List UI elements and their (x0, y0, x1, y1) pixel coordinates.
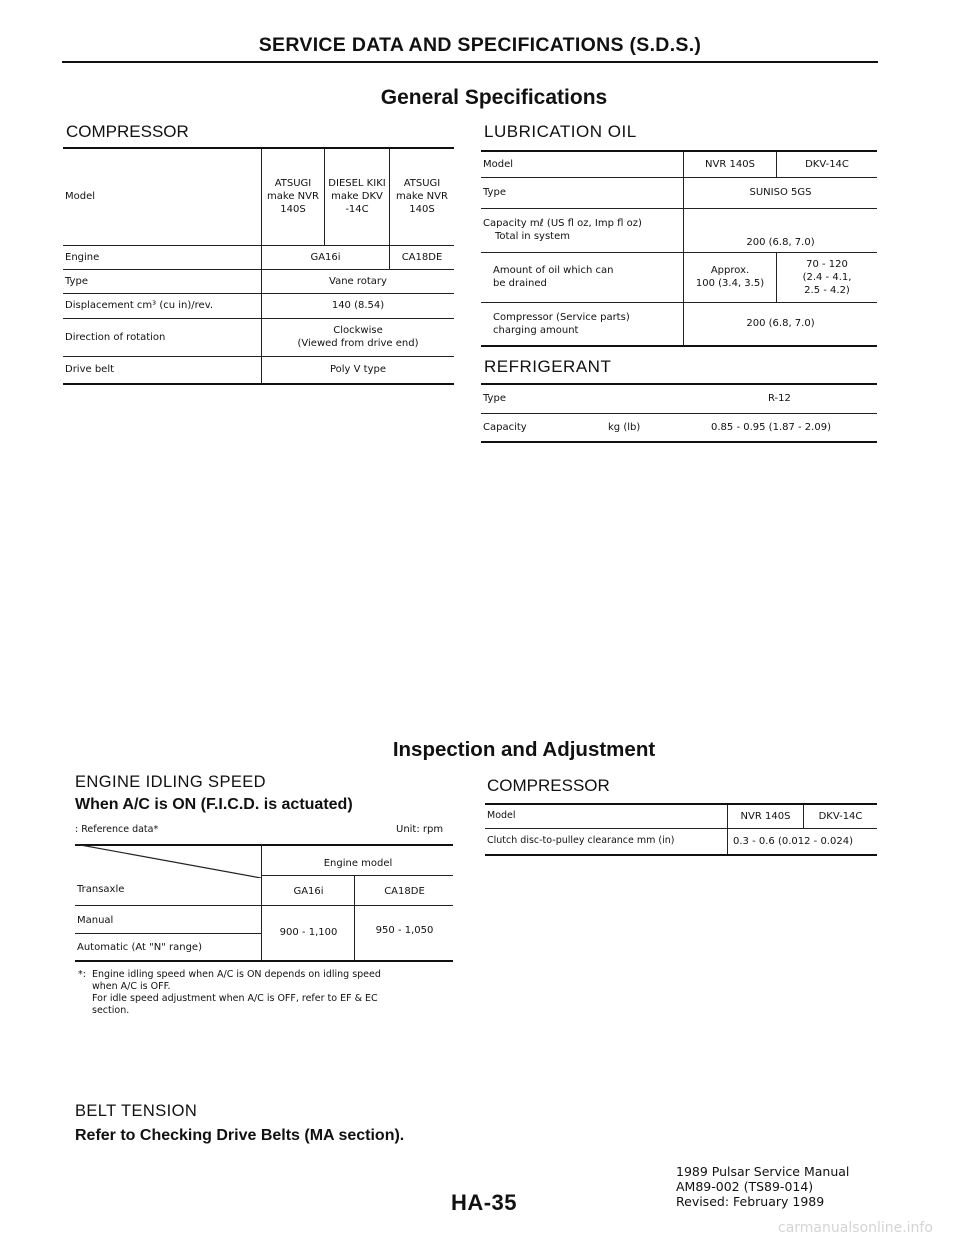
page-number: HA-35 (450, 1190, 518, 1215)
inspection-heading: Inspection and Adjustment (392, 738, 656, 761)
unit-label: Unit: rpm (396, 824, 444, 835)
refrigerant-capacity-unit: kg (lb) (608, 413, 678, 442)
refrigerant-spec-table (481, 383, 877, 443)
drain-value-nvr-line-1: Approx. (710, 265, 750, 276)
drain-value-dkv (777, 252, 878, 302)
drive-belt-label: Drive belt (63, 356, 262, 384)
manual-label: Manual (77, 915, 114, 926)
idling-value-ga16i: 900 - 1,100 (279, 927, 338, 938)
general-specifications-heading: General Specifications (380, 86, 608, 109)
drain-value-nvr (684, 252, 777, 302)
drain-label-line-2: be drained (493, 278, 547, 289)
compressor-section-title: COMPRESSOR (66, 122, 189, 141)
lub-model-nvr: NVR 140S (684, 151, 777, 177)
engine-model-label: Engine model (323, 858, 393, 869)
footnote-line-4: section. (92, 1005, 130, 1016)
engine-ga16i: GA16i (262, 245, 390, 269)
idling-engine-ca18de: CA18DE (384, 886, 425, 897)
lub-type-label: Type (481, 177, 684, 208)
inspection-compressor-title: COMPRESSOR (487, 776, 610, 795)
direction-value-line-2: (Viewed from drive end) (297, 338, 419, 349)
belt-tension-title: BELT TENSION (75, 1102, 198, 1120)
manual-info-line-3: Revised: February 1989 (676, 1194, 825, 1209)
automatic-label: Automatic (At "N" range) (77, 942, 202, 953)
drain-value-dkv-line-1: 70 - 120 (806, 258, 848, 270)
header-rule (62, 61, 878, 63)
idling-engine-ga16i: GA16i (293, 886, 324, 897)
footnote-line-3: For idle speed adjustment when A/C is OFF, refer to EF & EC (92, 993, 378, 1004)
capacity-heading: Capacity mℓ (US fl oz, Imp fl oz) (483, 218, 642, 229)
drain-label-line-1: Amount of oil which can (493, 265, 614, 276)
footnote-line-2: when A/C is OFF. (92, 981, 171, 992)
idling-footnote (78, 969, 458, 1017)
displacement-value: 140 (8.54) (262, 293, 455, 318)
model-diesel-kiki: DIESEL KIKI make DKV -14C (325, 148, 390, 245)
clutch-clearance-table (485, 803, 877, 856)
lub-model-dkv: DKV-14C (777, 151, 878, 177)
belt-tension-text: Refer to Checking Drive Belts (MA section). (75, 1127, 405, 1144)
type-label: Type (63, 269, 262, 293)
reference-note: : Reference data* (75, 824, 159, 835)
direction-value-line-1: Clockwise (333, 325, 383, 336)
transaxle-label: Transaxle (77, 884, 125, 895)
idling-value-ca18de: 950 - 1,050 (375, 925, 434, 936)
service-charge-label (481, 302, 684, 346)
lubrication-section-title: LUBRICATION OIL (484, 122, 637, 141)
service-charge-label-line-1: Compressor (Service parts) (493, 311, 630, 323)
drain-value-dkv-line-2: (2.4 - 4.1, (802, 271, 852, 283)
drain-label (481, 252, 684, 302)
clutch-model-label: Model (487, 810, 516, 822)
refrigerant-section-title: REFRIGERANT (484, 357, 612, 376)
footnote-mark: *: (78, 969, 86, 980)
engine-label: Engine (63, 245, 262, 269)
model-label: Model (65, 191, 96, 203)
model-atsugi-2: ATSUGI make NVR 140S (390, 148, 455, 245)
idling-subtitle: When A/C is ON (F.I.C.D. is actuated) (75, 796, 353, 813)
engine-ca18de: CA18DE (390, 245, 455, 269)
clutch-model-dkv: DKV-14C (804, 804, 878, 828)
watermark: carmanualsonline.info (778, 1220, 933, 1236)
displacement-label: Displacement cm³ (cu in)/rev. (63, 293, 262, 318)
manual-info-line-2: AM89-002 (TS89-014) (676, 1179, 814, 1194)
manual-info-line-1: 1989 Pulsar Service Manual (676, 1164, 850, 1179)
clutch-clearance-value: 0.3 - 0.6 (0.012 - 0.024) (728, 828, 878, 855)
refrigerant-capacity-value: 0.85 - 0.95 (1.87 - 2.09) (678, 413, 877, 442)
model-atsugi-1: ATSUGI make NVR 140S (262, 148, 325, 245)
lub-model-label: Model (483, 158, 514, 170)
lubrication-spec-table (481, 150, 877, 347)
page-title: SERVICE DATA AND SPECIFICATIONS (S.D.S.) (258, 34, 702, 56)
clutch-clearance-label: Clutch disc-to-pulley clearance mm (in) (485, 828, 728, 855)
lub-capacity-label (481, 208, 684, 252)
idling-table (75, 844, 453, 962)
refrigerant-type-value: R-12 (768, 393, 791, 405)
idling-section-title: ENGINE IDLING SPEED (75, 773, 266, 791)
service-charge-value: 200 (6.8, 7.0) (684, 302, 878, 346)
footnote-line-1: Engine idling speed when A/C is ON depends on idling speed (92, 969, 381, 980)
drain-value-nvr-line-2: 100 (3.4, 3.5) (695, 278, 765, 289)
total-in-system-label: Total in system (495, 231, 570, 242)
drain-value-dkv-line-3: 2.5 - 4.2) (804, 284, 850, 296)
compressor-spec-table (63, 147, 454, 385)
clutch-model-nvr: NVR 140S (728, 804, 804, 828)
direction-label: Direction of rotation (63, 318, 262, 356)
service-charge-label-line-2: charging amount (493, 324, 579, 336)
diagonal-header-line (75, 844, 261, 878)
drive-belt-value: Poly V type (262, 356, 455, 384)
refrigerant-capacity-label: Capacity (481, 413, 608, 442)
type-value: Vane rotary (262, 269, 455, 293)
direction-value (262, 318, 455, 356)
lub-type-value: SUNISO 5GS (684, 177, 878, 208)
refrigerant-type-label: Type (483, 393, 506, 405)
total-in-system-value: 200 (6.8, 7.0) (684, 208, 878, 252)
